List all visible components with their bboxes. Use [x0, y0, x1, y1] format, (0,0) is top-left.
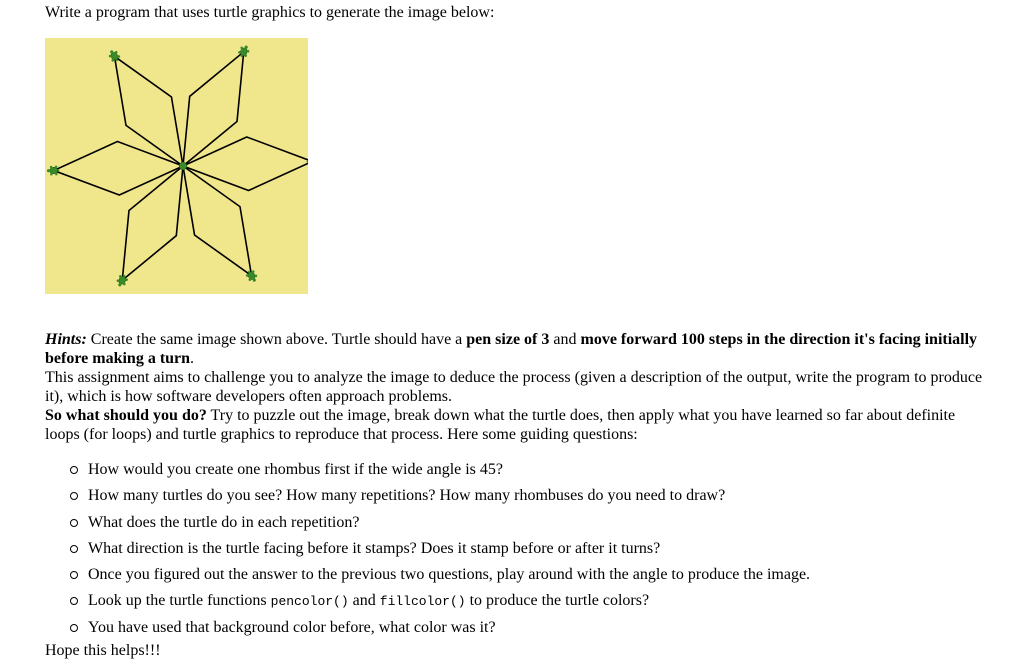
rhombus: [183, 52, 244, 166]
bullet-icon: [70, 492, 78, 500]
hints-text: .: [190, 350, 195, 367]
pen-size-emphasis: pen size of 3: [466, 331, 550, 348]
question-text: Once you figured out the answer to the previous two questions, play around with the angle to produce the image.: [88, 566, 811, 584]
question-text: and: [348, 592, 380, 610]
list-item: [88, 539, 1024, 565]
hints-text: Try to puzzle out the image, break down what the turtle does, then apply what you have learned so far about definite loops (for loops) and turtle graphics to reproduce that process. Here some guiding questions:: [45, 407, 956, 443]
question-text: to produce the turtle colors?: [465, 592, 650, 610]
list-item: [88, 513, 1024, 539]
hints-text: Create the same image shown above. Turtle should have a: [86, 331, 467, 348]
hints-paragraph-2: This assignment aims to challenge you to analyze the image to deduce the process (given a description of the output, write the program to produce it), which is how software developers often approach problems.: [45, 369, 983, 405]
question-text: Look up the turtle functions: [88, 592, 271, 610]
hints-paragraph-3: [45, 406, 985, 444]
bullet-icon: [70, 466, 78, 474]
bullet-icon: [70, 597, 78, 605]
hints-label: Hints:: [45, 331, 87, 348]
pencolor-code: pencolor(): [270, 594, 349, 610]
question-text: You have used that background color before, what color was it?: [88, 618, 496, 636]
question-text: How many turtles do you see? How many repetitions? How many rhombuses do you need to draw?: [88, 487, 726, 505]
bullet-icon: [70, 624, 78, 632]
list-item: [88, 486, 1024, 512]
intro-text: Write a program that uses turtle graphics to generate the image below:: [45, 4, 495, 21]
guiding-questions-list: [45, 460, 1024, 644]
fillcolor-code: fillcolor(): [379, 594, 466, 610]
what-to-do-emphasis: So what should you do?: [45, 407, 207, 424]
turtle-stamp-icon: [306, 156, 308, 166]
turtle-drawing: [45, 38, 308, 294]
rhombus: [183, 137, 308, 191]
rhombus: [183, 166, 252, 276]
rhombus: [122, 166, 183, 280]
list-item: [88, 460, 1024, 486]
bullet-icon: [70, 571, 78, 579]
question-text: How would you create one rhombus first if the wide angle is 45?: [88, 461, 504, 478]
turtle-stamp-icon: [244, 268, 259, 284]
list-item: [88, 565, 1024, 591]
hints-text: and: [549, 331, 581, 348]
list-item: [88, 591, 1024, 617]
hints-paragraph-1: [45, 330, 985, 368]
list-item: [88, 618, 1024, 644]
rhombus: [114, 56, 183, 166]
question-text: What direction is the turtle facing before it stamps? Does it stamp before or after it turns?: [88, 539, 661, 557]
forward-steps-emphasis: move forward 100 steps in the direction it's facing initially before making a turn: [45, 331, 978, 367]
question-text: What does the turtle do in each repetition?: [88, 513, 360, 531]
rhombus: [54, 141, 183, 195]
turtle-stamp-icon: [47, 165, 60, 175]
turtle-canvas: [45, 38, 308, 294]
bullet-icon: [70, 545, 78, 553]
bullet-icon: [70, 519, 78, 527]
turtle-stamp-icon: [107, 48, 122, 64]
outro-text: Hope this helps!!!: [45, 642, 161, 659]
turtle-center-icon: [179, 162, 187, 170]
hints-section: [45, 330, 985, 444]
